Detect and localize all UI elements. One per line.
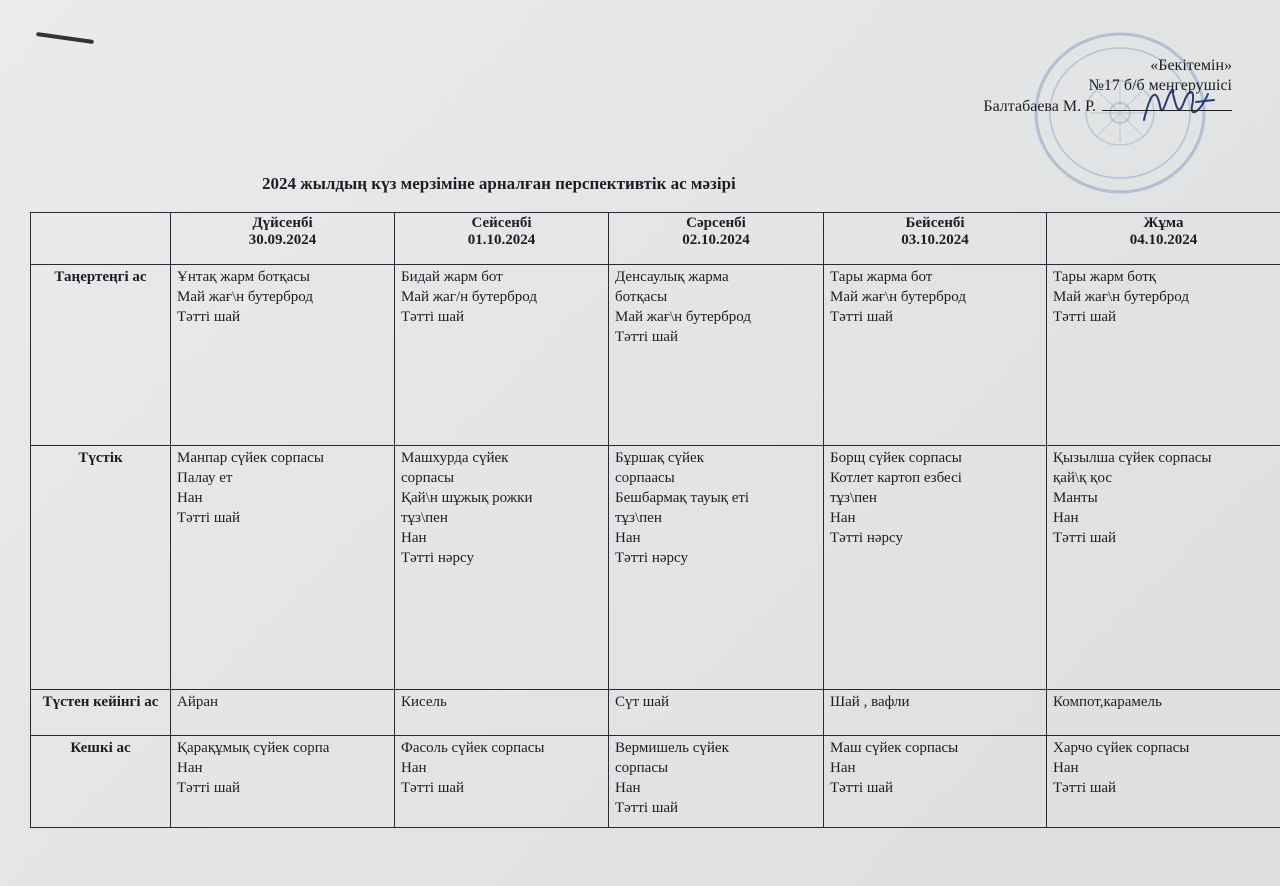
menu-cell xyxy=(395,735,609,827)
dish: Бидай жарм бот xyxy=(401,269,503,285)
meal-row xyxy=(31,445,1280,690)
dish: Бешбармақ тауық еті xyxy=(615,489,750,506)
dish: Тәтті шай xyxy=(615,799,679,816)
approval-signatory xyxy=(983,96,1232,117)
meal-label: Таңертеңгі ас xyxy=(31,265,171,446)
menu-cell xyxy=(824,265,1047,446)
day-name: Сәрсенбі xyxy=(686,215,746,231)
pen-mark xyxy=(36,32,94,44)
dish: Май жағ\н бутерброд xyxy=(177,289,313,305)
meal-row xyxy=(31,265,1280,446)
menu-cell xyxy=(171,445,395,690)
menu-cell xyxy=(1047,735,1280,827)
menu-cell xyxy=(1047,265,1280,446)
dish: Харчо сүйек сорпасы xyxy=(1053,739,1190,756)
meal-label: Кешкі ас xyxy=(31,735,171,827)
signature-line xyxy=(1102,96,1232,111)
dish: Тәтті шай xyxy=(177,779,241,796)
dish: Тары жарма бот xyxy=(830,269,933,285)
menu-cell xyxy=(824,735,1047,827)
menu-cell xyxy=(609,690,824,735)
dish: Тәтті нәрсу xyxy=(615,549,688,566)
dish: Тәтті шай xyxy=(1053,309,1117,325)
dish: тұз\пен xyxy=(830,489,877,506)
dish: Бұршақ сүйек xyxy=(615,449,704,466)
dish: Денсаулық жарма xyxy=(615,269,729,285)
dish: сорпасы xyxy=(401,469,455,486)
meal-row xyxy=(31,690,1280,735)
dish: Манпар сүйек сорпасы xyxy=(177,449,324,466)
dish: Вермишель сүйек xyxy=(615,739,729,756)
dish: Нан xyxy=(177,489,203,506)
day-header xyxy=(1047,213,1280,265)
dish: Тары жарм ботқ xyxy=(1053,269,1157,285)
document-title: 2024 жылдың күз мерзіміне арналған перспективтік ас мәзірі xyxy=(262,174,736,193)
dish: Тәтті шай xyxy=(830,779,894,796)
meal-row xyxy=(31,735,1280,827)
dish: Тәтті шай xyxy=(1053,529,1117,546)
corner-cell xyxy=(31,213,171,265)
dish: Нан xyxy=(1053,509,1079,526)
menu-cell xyxy=(609,735,824,827)
dish: Нан xyxy=(830,759,856,776)
dish: Қызылша сүйек сорпасы xyxy=(1053,449,1212,466)
dish: Тәтті шай xyxy=(401,779,465,796)
header-row xyxy=(31,213,1280,265)
dish: Май жағ\н бутерброд xyxy=(830,289,966,305)
day-header xyxy=(171,213,395,265)
menu-cell xyxy=(171,735,395,827)
dish: Май жаг/н бутерброд xyxy=(401,289,537,305)
dish: Тәтті нәрсу xyxy=(830,529,903,546)
dish: Палау ет xyxy=(177,469,233,486)
menu-cell xyxy=(609,265,824,446)
dish: Қай\н шұжық рожки xyxy=(401,489,533,506)
day-date: 01.10.2024 xyxy=(467,232,536,248)
day-header xyxy=(395,213,609,265)
dish: Нан xyxy=(401,759,427,776)
menu-cell xyxy=(395,445,609,690)
dish: Май жағ\н бутерброд xyxy=(615,309,751,325)
dish: Фасоль сүйек сорпасы xyxy=(401,739,545,756)
dish: Тәтті шай xyxy=(177,509,241,526)
dish: Манты xyxy=(1053,489,1098,506)
day-header xyxy=(609,213,824,265)
dish: Тәтті шай xyxy=(1053,779,1117,796)
day-name: Дүйсенбі xyxy=(252,215,313,231)
day-date: 03.10.2024 xyxy=(901,232,969,248)
dish: сорпасы xyxy=(615,759,669,776)
dish: Нан xyxy=(615,529,641,546)
dish: Қарақұмық сүйек сорпа xyxy=(177,739,330,756)
day-header xyxy=(824,213,1047,265)
approval-position: №17 б/б меңгерушісі xyxy=(1088,77,1232,94)
dish: Машхурда сүйек xyxy=(401,449,509,466)
day-date: 30.09.2024 xyxy=(248,232,317,248)
dish: Нан xyxy=(615,779,641,796)
dish: Компот,карамель xyxy=(1053,694,1162,711)
menu-cell xyxy=(171,265,395,446)
day-date: 04.10.2024 xyxy=(1129,232,1198,248)
menu-cell xyxy=(395,265,609,446)
dish: тұз\пен xyxy=(615,509,662,526)
dish: Кисель xyxy=(401,694,447,711)
dish: Нан xyxy=(401,529,427,546)
menu-cell xyxy=(609,445,824,690)
dish: Котлет картоп езбесі xyxy=(830,469,962,486)
meal-label: Түстік xyxy=(31,445,171,690)
dish: Борщ сүйек сорпасы xyxy=(830,449,962,466)
dish: Нан xyxy=(830,509,856,526)
dish: ботқасы xyxy=(615,289,668,305)
dish: Тәтті шай xyxy=(401,309,465,325)
approval-block xyxy=(983,56,1232,117)
dish: Маш сүйек сорпасы xyxy=(830,739,959,756)
day-name: Бейсенбі xyxy=(905,215,965,231)
dish: Май жағ\н бутерброд xyxy=(1053,289,1189,305)
dish: Айран xyxy=(177,694,219,711)
meal-label: Түстен кейінгі ас xyxy=(31,690,171,735)
menu-cell xyxy=(1047,690,1280,735)
dish: Шай , вафли xyxy=(830,694,910,711)
dish: Тәтті нәрсу xyxy=(401,549,474,566)
menu-cell xyxy=(824,690,1047,735)
dish: Нан xyxy=(1053,759,1079,776)
dish: қай\қ қос xyxy=(1053,469,1112,486)
dish: сорпаасы xyxy=(615,469,675,486)
day-date: 02.10.2024 xyxy=(682,232,750,248)
approval-heading: «Бекітемін» xyxy=(1150,57,1232,74)
menu-cell xyxy=(395,690,609,735)
dish: Ұнтақ жарм ботқасы xyxy=(177,269,311,285)
menu-cell xyxy=(1047,445,1280,690)
dish: Тәтті шай xyxy=(830,309,894,325)
menu-cell xyxy=(171,690,395,735)
menu-cell xyxy=(824,445,1047,690)
signatory-name: Балтабаева М. Р. xyxy=(983,98,1096,115)
dish: Тәтті шай xyxy=(615,329,679,345)
dish: Тәтті шай xyxy=(177,309,241,325)
day-name: Сейсенбі xyxy=(471,215,532,231)
dish: Сүт шай xyxy=(615,694,670,711)
day-name: Жұма xyxy=(1143,215,1184,231)
menu-table xyxy=(30,212,1280,828)
dish: Нан xyxy=(177,759,203,776)
dish: тұз\пен xyxy=(401,509,448,526)
